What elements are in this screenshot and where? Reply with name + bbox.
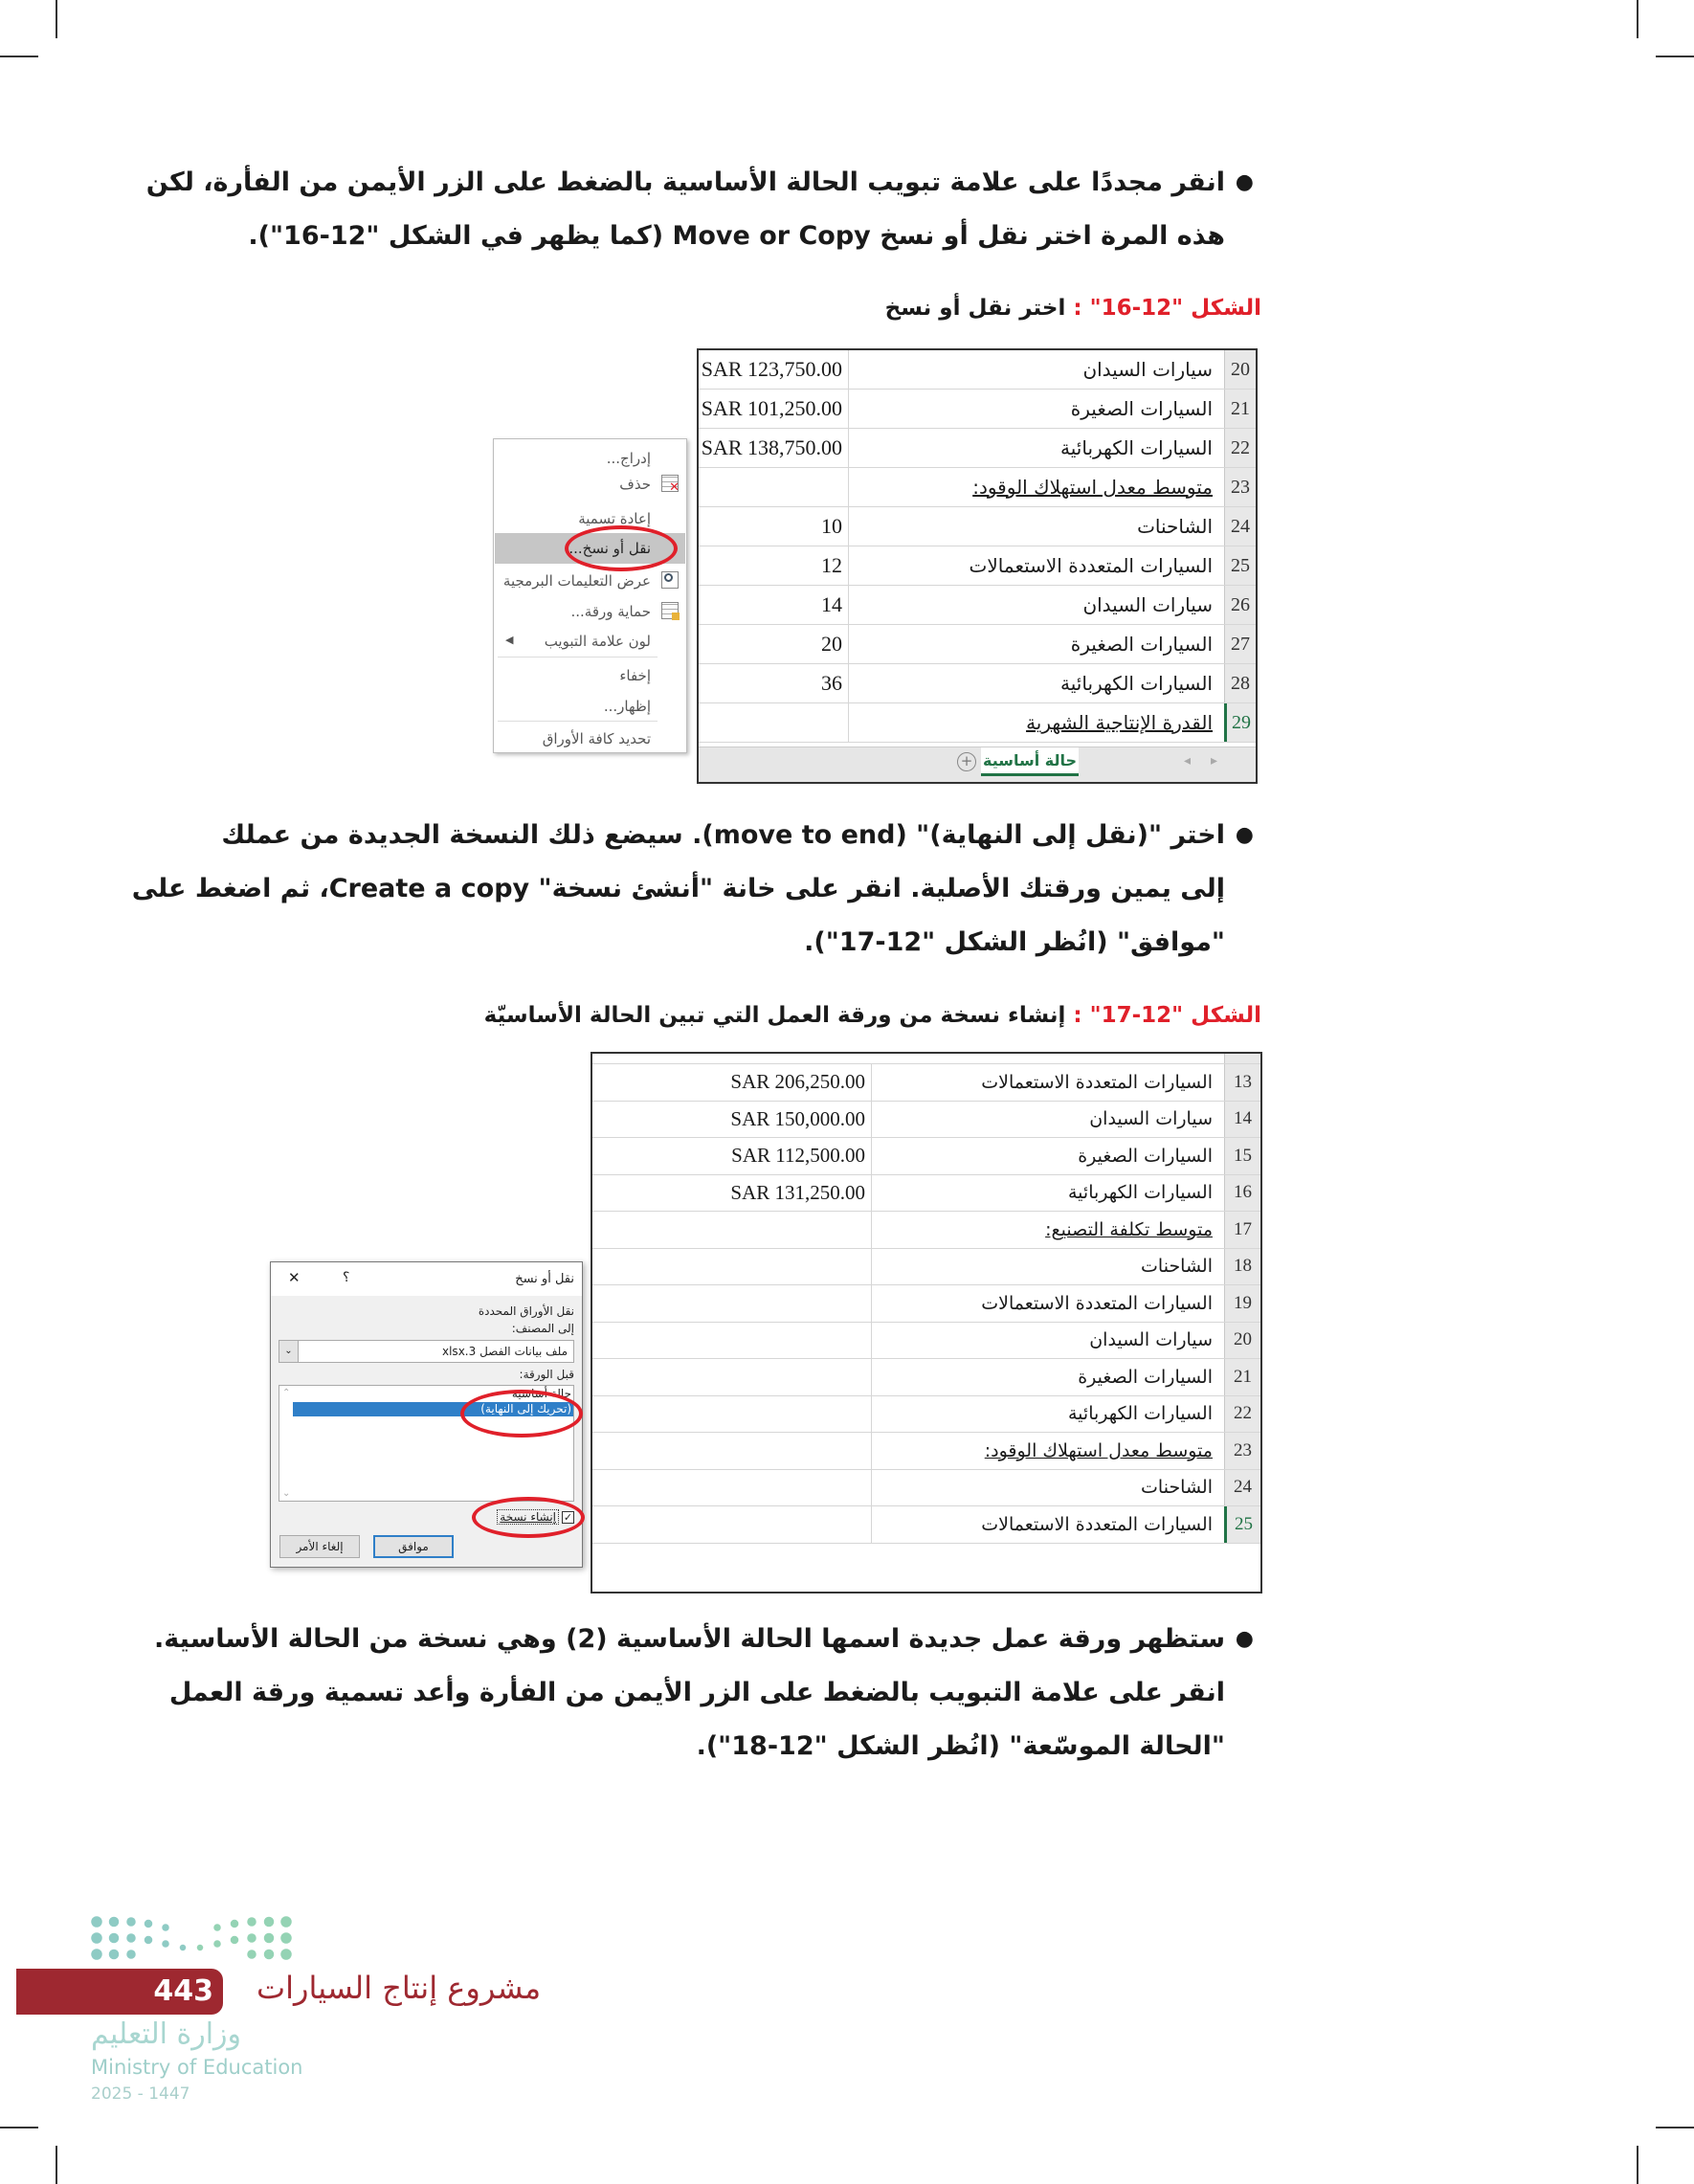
menu-item-view-code[interactable]: عرض التعليمات البرمجية bbox=[502, 572, 651, 590]
row-number[interactable]: 24 bbox=[1224, 507, 1256, 546]
menu-item-protect-sheet[interactable]: حماية ورقة... bbox=[570, 603, 651, 620]
logo-dot bbox=[264, 1917, 275, 1928]
table-row bbox=[699, 625, 1256, 664]
menu-item-delete[interactable]: حذف bbox=[619, 476, 651, 493]
logo-dot bbox=[264, 1933, 275, 1944]
crop-mark bbox=[1656, 56, 1694, 57]
table-row bbox=[699, 429, 1256, 468]
sheet-tab-basic-case[interactable]: حالة أساسية bbox=[981, 747, 1079, 776]
cell-label[interactable]: السيارات المتعددة الاستعمالات bbox=[981, 1292, 1213, 1314]
cell-label[interactable]: الشاحنات bbox=[1141, 1477, 1213, 1499]
row-number[interactable]: 19 bbox=[1224, 1285, 1260, 1322]
cell-label[interactable]: السيارات المتعددة الاستعمالات bbox=[981, 1513, 1213, 1535]
table-row bbox=[592, 1249, 1260, 1286]
book-dropdown[interactable] bbox=[279, 1340, 574, 1363]
table-row bbox=[592, 1285, 1260, 1323]
submenu-arrow-icon: ◀ bbox=[505, 634, 514, 646]
checkbox-checked-icon[interactable]: ✓ bbox=[563, 1510, 573, 1524]
scroll-down-icon[interactable]: ⌄ bbox=[282, 1488, 291, 1499]
cell-label[interactable]: السيارات المتعددة الاستعمالات bbox=[969, 554, 1213, 577]
logo-dot bbox=[109, 1933, 120, 1944]
instruction-paragraph-1 bbox=[145, 156, 1254, 263]
cell-label[interactable]: سيارات السيدان bbox=[1089, 1329, 1213, 1351]
cell-value[interactable] bbox=[699, 703, 849, 742]
table-row bbox=[592, 1323, 1260, 1360]
menu-item-select-all-sheets[interactable]: تحديد كافة الأوراق bbox=[542, 730, 651, 747]
cell-value[interactable]: SAR 150,000.00 bbox=[592, 1102, 872, 1138]
figure-caption-1 bbox=[885, 296, 1261, 321]
project-title: مشروع إنتاج السيارات bbox=[256, 1970, 542, 2006]
ministry-name-english: Ministry of Education bbox=[91, 2056, 303, 2079]
logo-dot bbox=[197, 1945, 204, 1951]
create-copy-label: إنشاء نسخة bbox=[497, 1509, 559, 1525]
caption-label: الشكل "12-16" : bbox=[1073, 296, 1261, 321]
table-row bbox=[592, 1175, 1260, 1213]
instruction-paragraph-3 bbox=[154, 1613, 1254, 1773]
row-number[interactable]: 14 bbox=[1224, 1102, 1260, 1138]
paragraph-line: ستظهر ورقة عمل جديدة اسمها الحالة الأساسية (2) وهي نسخة من الحالة الأساسية. bbox=[154, 1624, 1225, 1654]
cell-label[interactable]: الشاحنات bbox=[1141, 1256, 1213, 1278]
menu-item-tab-color[interactable]: لون علامة التبويب bbox=[544, 633, 651, 650]
row-number[interactable]: 13 bbox=[1224, 1064, 1260, 1101]
protect-sheet-icon bbox=[661, 602, 679, 619]
cell-label[interactable]: السيارات الصغيرة bbox=[1078, 1366, 1213, 1388]
cancel-button[interactable]: إلغاء الأمر bbox=[279, 1535, 360, 1558]
page-number-bar bbox=[16, 1969, 223, 2015]
highlight-circle bbox=[565, 525, 678, 571]
move-label: نقل الأوراق المحددة bbox=[478, 1304, 574, 1318]
to-book-label: إلى المصنف: bbox=[511, 1322, 574, 1335]
page-number: 443 bbox=[153, 1974, 213, 2008]
crop-mark bbox=[1637, 0, 1638, 38]
caption-text: إنشاء نسخة من ورقة العمل التي تبين الحالة الأساسيّة bbox=[483, 1003, 1066, 1028]
cell-value[interactable]: 20 bbox=[699, 625, 849, 663]
sheet-option-selected[interactable]: (تحريك إلى النهاية) bbox=[293, 1402, 573, 1416]
crop-mark bbox=[1656, 2127, 1694, 2128]
crop-mark bbox=[0, 2127, 38, 2128]
table-row bbox=[699, 546, 1256, 586]
crop-mark bbox=[1637, 2146, 1638, 2184]
row-number[interactable]: 20 bbox=[1224, 350, 1256, 389]
logo-dot bbox=[91, 1949, 102, 1960]
logo-dot bbox=[91, 1932, 102, 1944]
table-row bbox=[592, 1064, 1260, 1102]
table-row bbox=[699, 468, 1256, 507]
row-number[interactable]: 24 bbox=[1224, 1470, 1260, 1506]
logo-dot bbox=[91, 1916, 102, 1928]
view-code-icon bbox=[661, 571, 679, 589]
paragraph-line: انقر مجددًا على علامة تبويب الحالة الأساسية بالضغط على الزر الأيمن من الفأرة، لكن bbox=[145, 167, 1225, 197]
context-menu bbox=[493, 438, 687, 753]
highlight-circle bbox=[460, 1390, 583, 1437]
cell-label[interactable]: السيارات الكهربائية bbox=[1060, 436, 1213, 459]
dialog-title: نقل أو نسخ bbox=[515, 1272, 574, 1286]
table-row bbox=[592, 1212, 1260, 1249]
ministry-name-arabic: وزارة التعليم bbox=[91, 2017, 242, 2051]
cell-label[interactable]: متوسط معدل استهلاك الوقود: bbox=[972, 476, 1213, 499]
help-button[interactable]: ؟ bbox=[343, 1270, 350, 1285]
table-row bbox=[592, 1433, 1260, 1470]
logo-dot bbox=[162, 1940, 169, 1948]
cell-value[interactable] bbox=[592, 1396, 872, 1433]
logo-dot bbox=[126, 1950, 136, 1959]
caption-text: اختر نقل أو نسخ bbox=[884, 296, 1066, 321]
table-row bbox=[699, 390, 1256, 429]
cell-value[interactable]: SAR 123,750.00 bbox=[699, 350, 849, 389]
logo-dot bbox=[247, 1917, 256, 1927]
logo-dot bbox=[280, 1932, 292, 1944]
menu-item-move-or-copy[interactable]: نقل أو نسخ... bbox=[568, 540, 651, 557]
menu-item-insert[interactable]: إدراج... bbox=[606, 450, 651, 467]
row-number[interactable]: 18 bbox=[1224, 1249, 1260, 1285]
bullet-icon: ● bbox=[1235, 1627, 1254, 1651]
table-row bbox=[592, 1506, 1260, 1544]
crop-mark bbox=[56, 0, 57, 38]
figure-caption-2 bbox=[484, 1003, 1261, 1028]
ministry-logo-dots bbox=[91, 1914, 301, 1972]
paragraph-line: هذه المرة اختر نقل أو نسخ Move or Copy (كما يظهر في الشكل "12-16"). bbox=[248, 221, 1225, 251]
row-number[interactable]: 27 bbox=[1224, 625, 1256, 663]
spreadsheet-figure-2 bbox=[591, 1052, 1262, 1593]
cell-label[interactable]: الشاحنات bbox=[1137, 515, 1213, 538]
crop-mark bbox=[56, 2146, 57, 2184]
crop-mark bbox=[0, 56, 38, 57]
row-number[interactable]: 25 bbox=[1224, 546, 1256, 585]
cell-value[interactable] bbox=[592, 1506, 872, 1543]
logo-dot bbox=[213, 1940, 221, 1948]
row-number[interactable]: 22 bbox=[1224, 1396, 1260, 1433]
sheet-option[interactable]: حالة أساسية bbox=[511, 1387, 571, 1400]
cell-label[interactable]: السيارات الكهربائية bbox=[1067, 1403, 1213, 1425]
cell-value[interactable] bbox=[592, 1212, 872, 1248]
bullet-icon: ● bbox=[1235, 823, 1254, 847]
row-number[interactable]: 15 bbox=[1224, 1138, 1260, 1174]
logo-dot bbox=[247, 1933, 256, 1943]
cell-value[interactable]: SAR 206,250.00 bbox=[592, 1064, 872, 1101]
menu-item-rename[interactable]: إعادة تسمية bbox=[578, 510, 651, 527]
table-row bbox=[699, 350, 1256, 390]
cell-value[interactable]: SAR 131,250.00 bbox=[592, 1175, 872, 1212]
dialog-titlebar bbox=[271, 1262, 582, 1296]
cell-value[interactable]: 10 bbox=[699, 507, 849, 546]
cell-label[interactable]: متوسط معدل استهلاك الوقود: bbox=[984, 1439, 1213, 1461]
cell-label[interactable]: السيارات الكهربائية bbox=[1060, 672, 1213, 695]
instruction-paragraph-2 bbox=[131, 809, 1254, 969]
scroll-up-icon[interactable]: ⌃ bbox=[282, 1388, 291, 1398]
paragraph-line: "موافق" (انُظر الشكل "12-17"). bbox=[804, 927, 1225, 957]
logo-dot bbox=[247, 1950, 256, 1959]
cell-value[interactable]: SAR 112,500.00 bbox=[592, 1138, 872, 1174]
logo-dot bbox=[109, 1917, 120, 1928]
paragraph-line: "الحالة الموسّعة" (انُظر الشكل "12-18"). bbox=[696, 1731, 1225, 1761]
logo-dot bbox=[145, 1920, 153, 1928]
table-row bbox=[699, 586, 1256, 625]
logo-dot bbox=[264, 1950, 275, 1960]
logo-dot bbox=[126, 1917, 136, 1927]
table-row bbox=[699, 703, 1256, 743]
cell-label[interactable]: متوسط تكلفة التصنيع: bbox=[1045, 1218, 1213, 1240]
table-row bbox=[699, 507, 1256, 546]
logo-dot bbox=[109, 1950, 120, 1960]
row-number[interactable]: 22 bbox=[1224, 429, 1256, 467]
table-row bbox=[592, 1102, 1260, 1139]
cell-value[interactable]: 14 bbox=[699, 586, 849, 624]
ok-button[interactable]: موافق bbox=[373, 1535, 454, 1558]
menu-item-unhide[interactable]: إظهار... bbox=[603, 698, 651, 715]
move-or-copy-dialog bbox=[270, 1261, 583, 1568]
logo-dot bbox=[231, 1920, 239, 1928]
cell-value[interactable] bbox=[592, 1285, 872, 1322]
cell-label[interactable]: السيارات المتعددة الاستعمالات bbox=[981, 1071, 1213, 1093]
row-number[interactable]: 23 bbox=[1224, 468, 1256, 506]
logo-dot bbox=[280, 1949, 292, 1960]
paragraph-line: انقر على علامة التبويب بالضغط على الزر الأيمن من الفأرة وأعد تسمية ورقة العمل bbox=[168, 1678, 1225, 1707]
cell-label[interactable]: سيارات السيدان bbox=[1082, 358, 1213, 381]
cell-label[interactable]: القدرة الإنتاجية الشهرية bbox=[1026, 711, 1213, 734]
chevron-down-icon[interactable]: ⌄ bbox=[279, 1341, 299, 1362]
row-number[interactable]: 29 bbox=[1224, 703, 1256, 742]
logo-dot bbox=[231, 1936, 239, 1945]
scroll-right-icon[interactable]: ▸ bbox=[1210, 753, 1217, 769]
logo-dot bbox=[162, 1924, 169, 1931]
sheet-tab-bar bbox=[699, 747, 1256, 782]
cell-value[interactable]: SAR 138,750.00 bbox=[699, 429, 849, 467]
delete-sheet-icon: ✕ bbox=[661, 475, 679, 492]
cell-label[interactable]: السيارات الصغيرة bbox=[1070, 397, 1213, 420]
cell-value[interactable]: 36 bbox=[699, 664, 849, 702]
cell-value[interactable] bbox=[592, 1249, 872, 1285]
logo-dot bbox=[180, 1945, 187, 1951]
row-number[interactable]: 20 bbox=[1224, 1323, 1260, 1359]
spreadsheet-figure-1 bbox=[697, 348, 1258, 784]
cell-label[interactable]: سيارات السيدان bbox=[1089, 1108, 1213, 1130]
table-row bbox=[592, 1359, 1260, 1396]
row-number[interactable]: 17 bbox=[1224, 1212, 1260, 1248]
row-number[interactable]: 21 bbox=[1224, 1359, 1260, 1395]
menu-item-hide[interactable]: إخفاء bbox=[619, 667, 651, 684]
close-button[interactable]: ✕ bbox=[288, 1269, 301, 1286]
row-number[interactable]: 28 bbox=[1224, 664, 1256, 702]
logo-dot bbox=[145, 1936, 153, 1945]
table-row bbox=[592, 1470, 1260, 1507]
add-sheet-icon[interactable]: + bbox=[957, 752, 976, 771]
table-row bbox=[699, 664, 1256, 703]
before-sheet-label: قبل الورقة: bbox=[519, 1368, 574, 1381]
bullet-icon: ● bbox=[1235, 170, 1254, 194]
cell-value[interactable]: 12 bbox=[699, 546, 849, 585]
cell-value[interactable] bbox=[592, 1433, 872, 1469]
logo-dot bbox=[280, 1916, 292, 1928]
logo-dot bbox=[213, 1924, 221, 1931]
cell-value[interactable] bbox=[592, 1359, 872, 1395]
row-number[interactable]: 16 bbox=[1224, 1175, 1260, 1212]
edition-year: 2025 - 1447 bbox=[91, 2084, 190, 2104]
cell-label[interactable]: السيارات الصغيرة bbox=[1070, 633, 1213, 656]
cell-label[interactable]: السيارات الكهربائية bbox=[1067, 1182, 1213, 1204]
paragraph-line: إلى يمين ورقتك الأصلية. انقر على خانة "أنشئ نسخة" Create a copy، ثم اضغط على bbox=[131, 874, 1225, 903]
cell-value[interactable] bbox=[592, 1470, 872, 1506]
highlight-circle bbox=[472, 1497, 585, 1538]
cell-value[interactable]: SAR 101,250.00 bbox=[699, 390, 849, 428]
cell-value[interactable] bbox=[592, 1323, 872, 1359]
cell-value[interactable] bbox=[699, 468, 849, 506]
table-row bbox=[592, 1396, 1260, 1434]
paragraph-line: اختر "(نقل إلى النهاية)" (move to end). سيضع ذلك النسخة الجديدة من عملك bbox=[221, 820, 1225, 850]
row-number[interactable]: 25 bbox=[1224, 1506, 1260, 1543]
row-number[interactable]: 21 bbox=[1224, 390, 1256, 428]
caption-label: الشكل "12-17" : bbox=[1073, 1003, 1261, 1028]
row-number[interactable]: 26 bbox=[1224, 586, 1256, 624]
logo-dot bbox=[126, 1933, 136, 1943]
row-number[interactable]: 23 bbox=[1224, 1433, 1260, 1469]
cell-label[interactable]: السيارات الصغيرة bbox=[1078, 1145, 1213, 1167]
book-value: ملف بيانات الفصل 3.xlsx bbox=[442, 1345, 568, 1358]
cell-label[interactable]: سيارات السيدان bbox=[1082, 593, 1213, 616]
table-row bbox=[592, 1138, 1260, 1175]
scroll-left-icon[interactable]: ◂ bbox=[1183, 753, 1191, 769]
